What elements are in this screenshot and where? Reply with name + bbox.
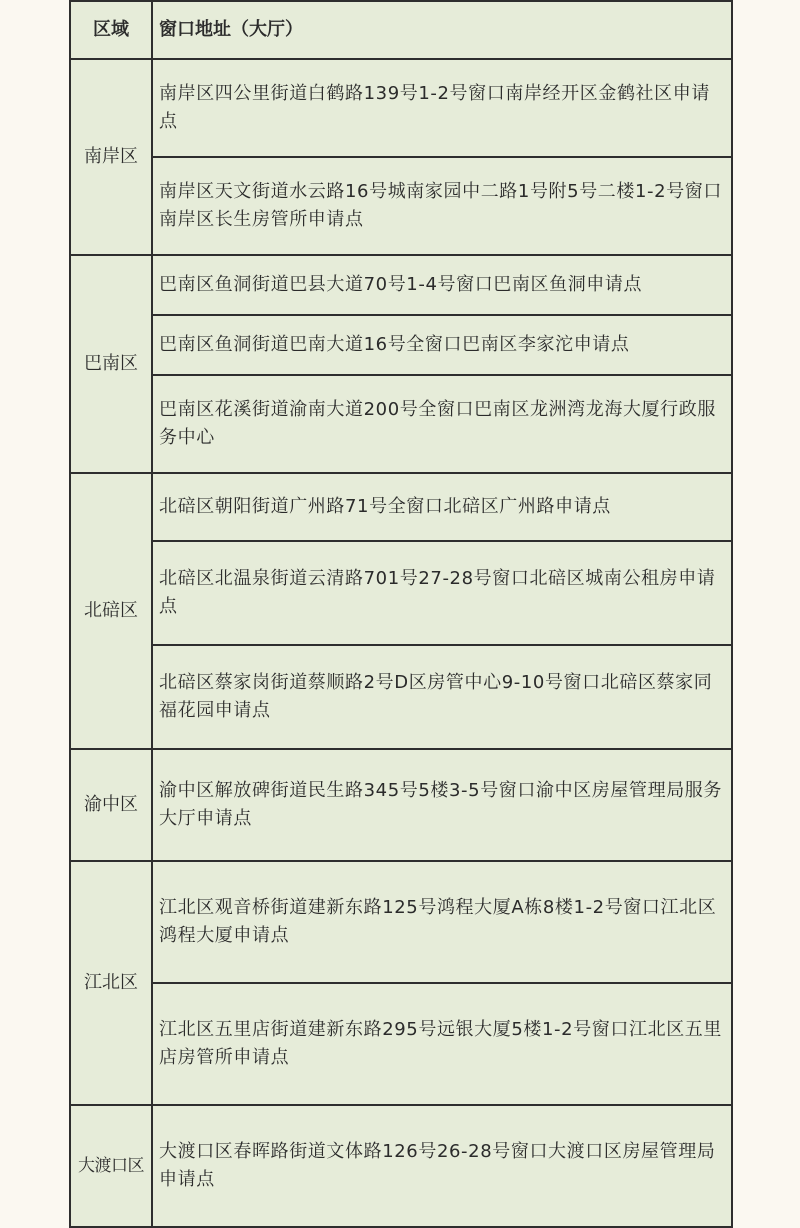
address-cell: 渝中区解放碑街道民生路345号5楼3-5号窗口渝中区房屋管理局服务大厅申请点 — [152, 749, 732, 861]
table-row — [70, 983, 732, 1105]
address-table — [69, 0, 733, 1228]
address-cell: 大渡口区春晖路街道文体路126号26-28号窗口大渡口区房屋管理局申请点 — [152, 1105, 732, 1227]
address-cell: 江北区五里店街道建新东路295号远银大厦5楼1-2号窗口江北区五里店房管所申请点 — [152, 983, 732, 1105]
table-row — [70, 255, 732, 315]
address-cell: 北碚区蔡家岗街道蔡顺路2号D区房管中心9-10号窗口北碚区蔡家同福花园申请点 — [152, 645, 732, 749]
region-cell: 南岸区 — [70, 59, 152, 255]
address-cell: 巴南区花溪街道渝南大道200号全窗口巴南区龙洲湾龙海大厦行政服务中心 — [152, 375, 732, 473]
header-region: 区域 — [70, 1, 152, 59]
header-address: 窗口地址（大厅） — [152, 1, 732, 59]
table-row — [70, 375, 732, 473]
address-cell: 北碚区北温泉街道云清路701号27-28号窗口北碚区城南公租房申请点 — [152, 541, 732, 645]
address-cell: 南岸区四公里街道白鹤路139号1-2号窗口南岸经开区金鹤社区申请点 — [152, 59, 732, 157]
table-row — [70, 861, 732, 983]
table-row — [70, 749, 732, 861]
table-container — [69, 0, 731, 1204]
table-row — [70, 315, 732, 375]
region-cell: 大渡口区 — [70, 1105, 152, 1227]
region-cell: 江北区 — [70, 861, 152, 1105]
address-cell: 北碚区朝阳街道广州路71号全窗口北碚区广州路申请点 — [152, 473, 732, 541]
table-row — [70, 157, 732, 255]
table-row — [70, 59, 732, 157]
address-cell: 南岸区天文街道水云路16号城南家园中二路1号附5号二楼1-2号窗口南岸区长生房管所申请点 — [152, 157, 732, 255]
region-cell: 渝中区 — [70, 749, 152, 861]
region-cell: 巴南区 — [70, 255, 152, 473]
region-cell: 北碚区 — [70, 473, 152, 749]
table-row — [70, 473, 732, 541]
address-cell: 江北区观音桥街道建新东路125号鸿程大厦A栋8楼1-2号窗口江北区鸿程大厦申请点 — [152, 861, 732, 983]
header-row — [70, 1, 732, 59]
table-row — [70, 645, 732, 749]
table-row — [70, 541, 732, 645]
address-cell: 巴南区鱼洞街道巴南大道16号全窗口巴南区李家沱申请点 — [152, 315, 732, 375]
address-cell: 巴南区鱼洞街道巴县大道70号1-4号窗口巴南区鱼洞申请点 — [152, 255, 732, 315]
table-row — [70, 1105, 732, 1227]
